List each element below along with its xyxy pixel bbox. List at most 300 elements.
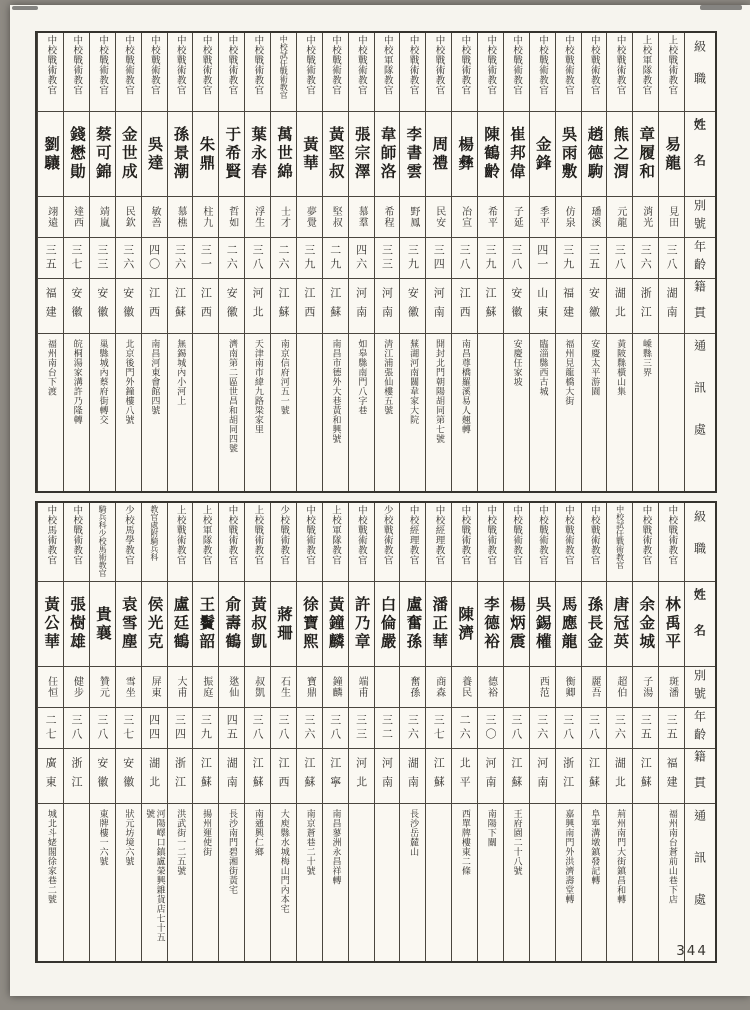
person-origin-label: 浙江	[173, 757, 187, 795]
person-column	[632, 503, 658, 961]
person-origin-cell	[64, 749, 89, 804]
name-row-header-label: 姓名	[692, 118, 707, 190]
person-rank-cell	[556, 503, 581, 582]
directory-table-lower	[35, 501, 717, 963]
person-address-cell	[633, 804, 658, 961]
rank-row-header-label: 級職	[692, 510, 707, 574]
person-origin-cell	[452, 279, 477, 334]
person-alias-cell	[607, 667, 632, 708]
person-rank-label: 中校戰術教官	[511, 505, 523, 565]
person-age-label: 三八	[95, 714, 109, 742]
person-alias-cell	[504, 667, 529, 708]
person-address-cell	[323, 334, 348, 491]
person-name-cell	[504, 582, 529, 667]
person-name-cell	[659, 112, 684, 197]
person-column	[606, 33, 632, 491]
person-rank-cell	[633, 503, 658, 582]
person-origin-cell	[323, 279, 348, 334]
person-address-label: 濟南第二區世昌和胡同四號	[226, 339, 237, 453]
person-age-label: 四〇	[147, 244, 161, 272]
person-rank-cell	[633, 33, 658, 112]
person-origin-label: 北平	[458, 757, 472, 795]
person-origin-cell	[142, 279, 167, 334]
person-name-cell	[219, 582, 244, 667]
person-origin-label: 浙江	[639, 287, 653, 325]
person-alias-label: 鐘麟	[330, 676, 342, 698]
person-address-label: 蕪湖河南關韋家大院	[408, 339, 419, 425]
person-alias-cell	[323, 667, 348, 708]
person-origin-cell	[633, 749, 658, 804]
person-age-cell	[271, 708, 296, 749]
person-age-label: 三八	[251, 714, 265, 742]
person-alias-label: 振庭	[200, 676, 212, 698]
person-origin-cell	[38, 279, 63, 334]
person-column	[632, 33, 658, 491]
alias-row-header-label: 別號	[692, 669, 707, 705]
person-name-cell	[478, 112, 503, 197]
person-name-label: 徐寶熙	[300, 596, 319, 652]
person-rank-label: 中校戰術教官	[536, 35, 548, 95]
person-alias-label: 達西	[71, 206, 83, 228]
person-alias-label: 德裕	[485, 676, 497, 698]
person-alias-cell	[633, 197, 658, 238]
scan-artifact-top-left	[12, 6, 38, 10]
person-origin-cell	[245, 279, 270, 334]
person-alias-label: 健步	[71, 676, 83, 698]
person-address-cell	[530, 804, 555, 961]
person-address-cell	[452, 334, 477, 491]
person-age-label: 三九	[406, 244, 420, 272]
person-rank-cell	[349, 33, 374, 112]
person-rank-label: 中校戰術教官	[588, 35, 600, 95]
person-address-cell	[193, 804, 218, 961]
person-alias-label: 浮生	[252, 206, 264, 228]
person-rank-cell	[116, 503, 141, 582]
address-row-header-label: 通訊處	[692, 339, 707, 465]
person-alias-cell	[452, 667, 477, 708]
origin-row-header-label: 籍貫	[692, 280, 707, 332]
alias-row-header-label: 別號	[692, 199, 707, 235]
person-age-cell	[426, 708, 451, 749]
person-rank-label: 中校戰術教官	[485, 505, 497, 565]
person-alias-cell	[90, 667, 115, 708]
person-name-cell	[478, 582, 503, 667]
person-name-label: 陳濟	[456, 605, 475, 643]
person-alias-cell	[452, 197, 477, 238]
person-name-cell	[607, 582, 632, 667]
person-rank-label: 中校戰術教官	[226, 505, 238, 565]
person-origin-label: 浙江	[69, 757, 83, 795]
person-age-cell	[142, 708, 167, 749]
person-age-label: 三八	[69, 714, 83, 742]
person-age-label: 三九	[483, 244, 497, 272]
person-age-cell	[219, 708, 244, 749]
person-origin-cell	[297, 279, 322, 334]
origin-row-header	[685, 749, 715, 804]
person-alias-label: 任恒	[45, 676, 57, 698]
person-origin-label: 湖南	[665, 287, 679, 325]
person-origin-label: 江蘇	[251, 757, 265, 795]
person-origin-cell	[659, 749, 684, 804]
person-origin-cell	[659, 279, 684, 334]
person-alias-cell	[38, 197, 63, 238]
person-origin-cell	[193, 749, 218, 804]
person-name-label: 趙德駒	[585, 126, 604, 182]
person-name-cell	[556, 582, 581, 667]
person-alias-cell	[271, 667, 296, 708]
person-origin-label: 安徽	[95, 287, 109, 325]
person-alias-label: 璠溪	[588, 206, 600, 228]
person-address-cell	[168, 334, 193, 491]
person-address-cell	[245, 804, 270, 961]
person-address-cell	[297, 804, 322, 961]
person-rank-label: 中校戰術教官	[252, 35, 264, 95]
person-rank-cell	[426, 503, 451, 582]
person-rank-label: 中校戰術教官	[614, 35, 626, 95]
person-age-cell	[556, 708, 581, 749]
person-origin-label: 河南	[483, 757, 497, 795]
person-origin-label: 河南	[354, 287, 368, 325]
person-address-label: 大庾縣水城梅山門內本宅	[278, 809, 289, 914]
person-origin-cell	[38, 749, 63, 804]
person-age-label: 二六	[458, 714, 472, 742]
address-row-header	[685, 804, 715, 961]
person-rank-label: 中校戰術教官	[200, 35, 212, 95]
person-rank-cell	[349, 503, 374, 582]
person-age-label: 三五	[587, 244, 601, 272]
person-origin-cell	[323, 749, 348, 804]
person-age-cell	[193, 708, 218, 749]
person-column	[425, 503, 451, 961]
person-address-label: 南通興仁鄉	[252, 809, 263, 857]
person-age-label: 三三	[354, 714, 368, 742]
person-rank-cell	[116, 33, 141, 112]
person-age-cell	[504, 238, 529, 279]
person-column	[167, 33, 193, 491]
person-column	[425, 33, 451, 491]
person-rank-label: 中校戰術教官	[355, 35, 367, 95]
person-alias-label: 奮孫	[407, 676, 419, 698]
person-alias-label: 端甫	[356, 676, 368, 698]
person-age-cell	[297, 238, 322, 279]
person-rank-label: 中校戰術教官	[433, 35, 445, 95]
person-rank-cell	[323, 33, 348, 112]
person-alias-cell	[38, 667, 63, 708]
person-rank-label: 中校軍隊教官	[381, 35, 393, 95]
person-age-label: 三一	[199, 244, 213, 272]
person-origin-label: 江西	[147, 287, 161, 325]
person-name-cell	[426, 582, 451, 667]
person-name-label: 萬世綿	[274, 126, 293, 182]
person-alias-label: 靖嵐	[97, 206, 109, 228]
person-column	[192, 33, 218, 491]
person-origin-label: 福建	[665, 757, 679, 795]
person-address-cell	[659, 804, 684, 961]
person-address-cell	[168, 804, 193, 961]
person-rank-cell	[271, 33, 296, 112]
person-age-cell	[64, 708, 89, 749]
person-origin-cell	[607, 279, 632, 334]
person-rank-label: 中校戰術教官	[71, 35, 83, 95]
person-name-label: 吳達	[145, 135, 164, 173]
person-name-cell	[530, 582, 555, 667]
person-age-cell	[633, 708, 658, 749]
person-age-cell	[38, 238, 63, 279]
person-rank-label: 少校戰術教官	[381, 505, 393, 565]
person-age-label: 三六	[121, 244, 135, 272]
address-row-header-label: 通訊處	[692, 809, 707, 935]
person-origin-label: 安徽	[225, 287, 239, 325]
person-alias-cell	[349, 197, 374, 238]
person-name-cell	[64, 582, 89, 667]
person-age-cell	[142, 238, 167, 279]
rank-row-header	[685, 33, 715, 112]
person-rank-cell	[297, 33, 322, 112]
person-origin-label: 江蘇	[173, 287, 187, 325]
directory-table-upper	[35, 31, 717, 493]
person-origin-label: 江西	[199, 287, 213, 325]
person-column	[270, 503, 296, 961]
person-alias-label: 冶宣	[459, 206, 471, 228]
person-column	[451, 503, 477, 961]
person-origin-cell	[349, 749, 374, 804]
person-age-cell	[219, 238, 244, 279]
person-address-cell	[271, 804, 296, 961]
person-origin-cell	[142, 749, 167, 804]
person-origin-cell	[400, 749, 425, 804]
person-age-cell	[582, 708, 607, 749]
person-name-cell	[400, 582, 425, 667]
person-alias-label: 石生	[278, 676, 290, 698]
person-alias-cell	[556, 197, 581, 238]
person-column	[63, 33, 89, 491]
person-age-cell	[659, 238, 684, 279]
person-name-label: 熊之渭	[611, 126, 630, 182]
person-rank-label: 中校戰術教官	[97, 35, 109, 95]
person-origin-label: 江蘇	[587, 757, 601, 795]
person-age-label: 三八	[561, 714, 575, 742]
person-address-label: 巢縣城內蔡府街轉交	[97, 339, 108, 425]
rank-row-header	[685, 503, 715, 582]
person-age-label: 四五	[225, 714, 239, 742]
person-age-cell	[245, 238, 270, 279]
person-alias-label: 希程	[381, 206, 393, 228]
person-origin-label: 河北	[354, 757, 368, 795]
person-rank-cell	[245, 503, 270, 582]
person-rank-label: 中校試任戰術教官	[615, 505, 625, 569]
person-alias-label: 翊遠	[45, 206, 57, 228]
person-age-cell	[452, 708, 477, 749]
person-rank-cell	[142, 503, 167, 582]
person-alias-cell	[245, 667, 270, 708]
person-address-cell	[38, 334, 63, 491]
person-rank-cell	[659, 503, 684, 582]
person-rank-label: 中校戰術教官	[666, 505, 678, 565]
person-name-cell	[323, 112, 348, 197]
person-age-label: 三五	[665, 714, 679, 742]
person-age-cell	[659, 708, 684, 749]
person-name-label: 黃公華	[42, 596, 61, 652]
person-name-cell	[116, 582, 141, 667]
person-rank-cell	[659, 33, 684, 112]
person-name-label: 盧廷鶴	[171, 596, 190, 652]
person-alias-cell	[375, 197, 400, 238]
person-age-cell	[323, 708, 348, 749]
person-origin-cell	[478, 279, 503, 334]
person-alias-cell	[582, 667, 607, 708]
person-name-label: 張樹雄	[67, 596, 86, 652]
person-name-label: 崔邦偉	[507, 126, 526, 182]
person-rank-label: 中校試任戰術教官	[279, 35, 289, 99]
person-alias-label: 大甫	[174, 676, 186, 698]
person-name-label: 林禹平	[663, 596, 682, 652]
person-rank-label: 中校戰術教官	[459, 505, 471, 565]
person-origin-label: 江西	[458, 287, 472, 325]
person-alias-label: 屏東	[149, 676, 161, 698]
person-name-label: 陳鶴齡	[481, 126, 500, 182]
person-origin-cell	[478, 749, 503, 804]
name-row-header	[685, 112, 715, 197]
person-origin-cell	[556, 749, 581, 804]
person-age-label: 四六	[354, 244, 368, 272]
person-origin-label: 湖北	[613, 287, 627, 325]
person-name-cell	[582, 112, 607, 197]
person-origin-label: 江西	[276, 757, 290, 795]
age-row-header-label: 年齡	[692, 240, 707, 276]
person-column	[37, 503, 63, 961]
person-name-label: 于希賢	[223, 126, 242, 182]
person-rank-label: 中校戰術教官	[148, 35, 160, 95]
page-number: 344	[676, 943, 708, 959]
person-column	[63, 503, 89, 961]
person-column	[374, 503, 400, 961]
person-name-label: 錢懋勛	[67, 126, 86, 182]
person-age-cell	[90, 238, 115, 279]
person-name-cell	[245, 582, 270, 667]
person-name-label: 黃華	[300, 135, 319, 173]
person-address-label: 南陽下關	[485, 809, 496, 847]
person-alias-cell	[349, 667, 374, 708]
person-alias-cell	[245, 197, 270, 238]
person-address-cell	[349, 334, 374, 491]
person-rank-label: 中校戰術教官	[459, 35, 471, 95]
person-alias-cell	[219, 667, 244, 708]
person-alias-label: 消光	[640, 206, 652, 228]
person-origin-cell	[556, 279, 581, 334]
person-age-cell	[116, 708, 141, 749]
person-name-label: 葉永春	[249, 126, 268, 182]
person-name-label: 袁雪塵	[119, 596, 138, 652]
age-row-header-label: 年齡	[692, 710, 707, 746]
person-address-label: 西單牌樓東二條	[459, 809, 470, 876]
person-rank-cell	[142, 33, 167, 112]
person-address-cell	[582, 804, 607, 961]
person-alias-label: 子延	[511, 206, 523, 228]
person-name-cell	[452, 582, 477, 667]
person-address-cell	[633, 334, 658, 491]
person-rank-cell	[530, 33, 555, 112]
name-row-header	[685, 582, 715, 667]
person-rank-label: 教官處附騎兵科	[149, 505, 159, 561]
person-name-cell	[400, 112, 425, 197]
person-age-label: 三八	[665, 244, 679, 272]
person-name-label: 李德裕	[481, 596, 500, 652]
person-origin-label: 江蘇	[432, 757, 446, 795]
person-origin-cell	[582, 279, 607, 334]
person-address-cell	[271, 334, 296, 491]
person-name-cell	[375, 112, 400, 197]
person-alias-cell	[659, 667, 684, 708]
person-alias-cell	[168, 667, 193, 708]
page-sheet	[10, 5, 750, 996]
person-age-cell	[530, 708, 555, 749]
person-alias-cell	[426, 197, 451, 238]
person-origin-label: 安徽	[406, 287, 420, 325]
person-column	[399, 503, 425, 961]
person-address-label: 黃陂縣橫山集	[615, 339, 626, 396]
person-origin-label: 江蘇	[199, 757, 213, 795]
age-row-header	[685, 238, 715, 279]
person-age-cell	[297, 708, 322, 749]
person-origin-label: 安徽	[587, 287, 601, 325]
age-row-header	[685, 708, 715, 749]
person-rank-cell	[64, 33, 89, 112]
person-origin-label: 河南	[432, 287, 446, 325]
person-name-label: 韋師洛	[378, 126, 397, 182]
person-name-cell	[64, 112, 89, 197]
person-age-cell	[530, 238, 555, 279]
person-origin-cell	[90, 279, 115, 334]
person-origin-label: 河南	[535, 757, 549, 795]
person-address-label: 清江浦張仙樓五號	[382, 339, 393, 415]
person-name-cell	[193, 112, 218, 197]
person-origin-cell	[116, 749, 141, 804]
person-age-label: 三八	[587, 714, 601, 742]
person-rank-cell	[219, 503, 244, 582]
person-rank-label: 中校戰術教官	[562, 505, 574, 565]
person-name-cell	[375, 582, 400, 667]
person-address-label: 無錫城內小河上	[175, 339, 186, 406]
person-origin-label: 湖北	[613, 757, 627, 795]
person-rank-cell	[530, 503, 555, 582]
person-alias-label: 超伯	[614, 676, 626, 698]
person-address-cell	[400, 804, 425, 961]
person-address-label: 皖桐湯家溝許乃隆轉	[71, 339, 82, 425]
alias-row-header	[685, 667, 715, 708]
person-column	[244, 33, 270, 491]
person-column	[141, 503, 167, 961]
person-alias-cell	[426, 667, 451, 708]
person-age-cell	[168, 708, 193, 749]
person-age-label: 二六	[276, 244, 290, 272]
person-alias-cell	[297, 197, 322, 238]
person-age-label: 三六	[173, 244, 187, 272]
person-origin-label: 浙江	[561, 757, 575, 795]
person-address-label: 福州見龍橋大街	[563, 339, 574, 406]
person-origin-cell	[193, 279, 218, 334]
person-name-label: 章履和	[637, 126, 656, 182]
person-alias-cell	[142, 197, 167, 238]
person-rank-label: 中校戰術教官	[174, 35, 186, 95]
person-column	[348, 33, 374, 491]
person-rank-cell	[582, 33, 607, 112]
origin-row-header-label: 籍貫	[692, 750, 707, 802]
person-column	[218, 503, 244, 961]
person-address-cell	[607, 334, 632, 491]
person-alias-cell	[659, 197, 684, 238]
person-alias-label: 野鳳	[407, 206, 419, 228]
person-alias-label: 衡卿	[563, 676, 575, 698]
